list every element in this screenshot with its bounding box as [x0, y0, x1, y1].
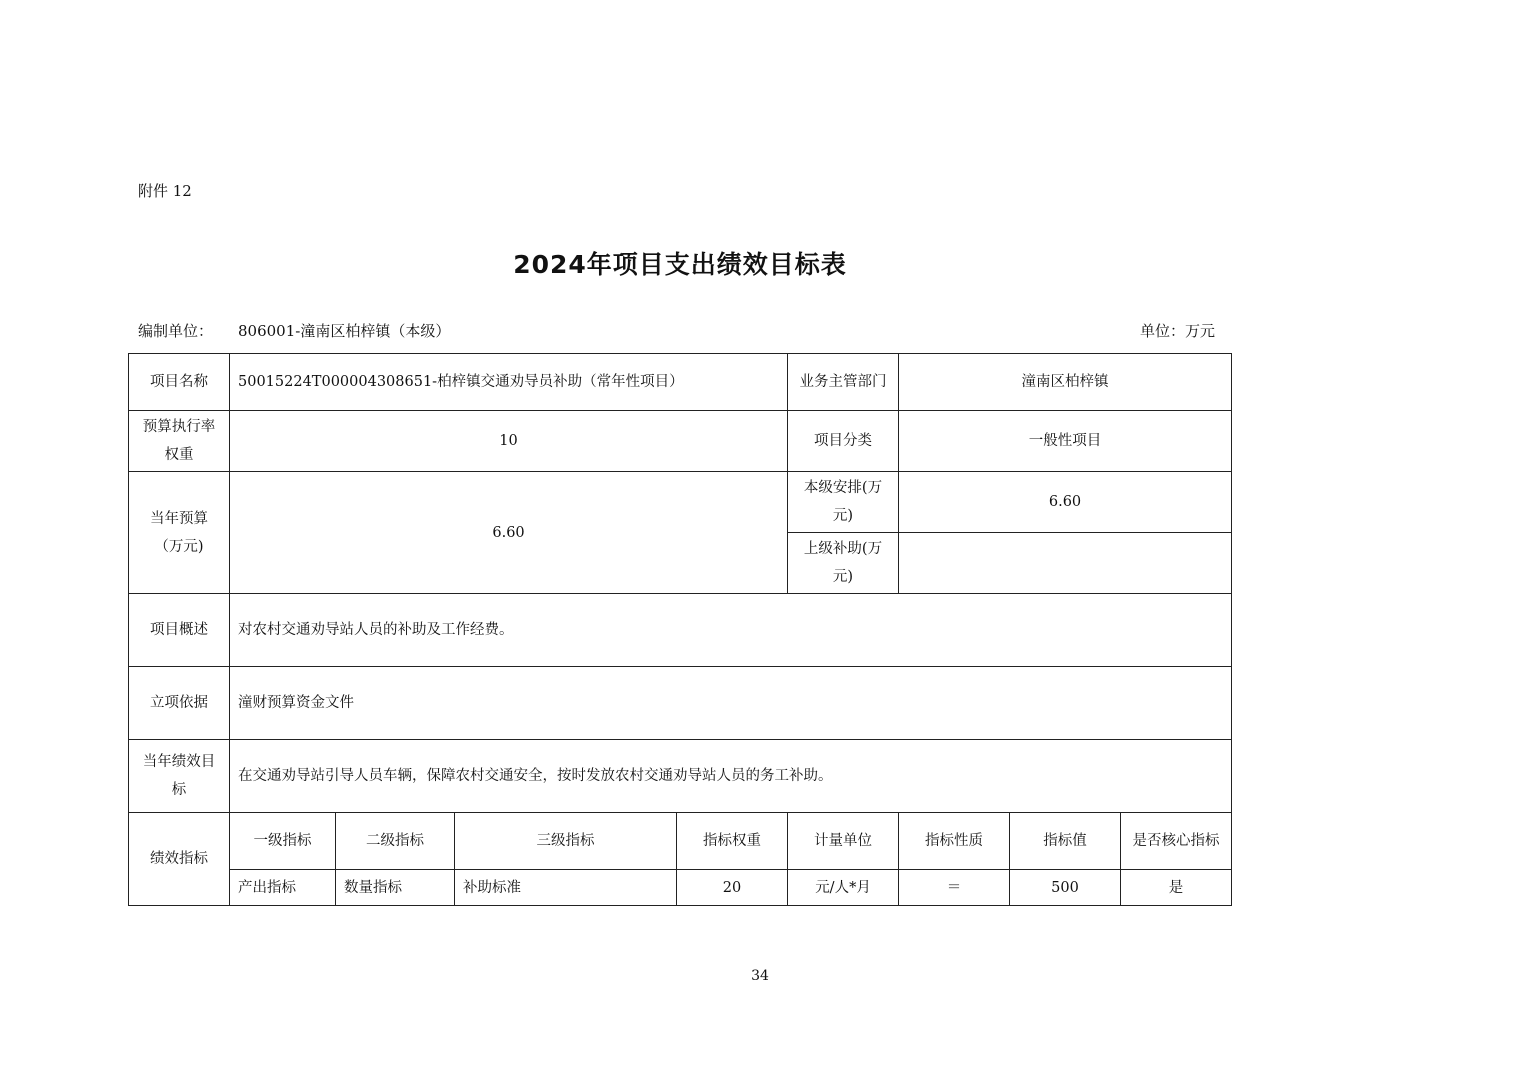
page-number: 34: [751, 968, 769, 984]
indicator-cell: 补助标准: [455, 870, 677, 906]
weight-value: 10: [230, 411, 788, 472]
indicator-header: 指标权重: [677, 813, 788, 870]
indicator-cell: 数量指标: [336, 870, 455, 906]
indicator-cell: 20: [677, 870, 788, 906]
indicator-header: 指标性质: [899, 813, 1010, 870]
indicators-label: 绩效指标: [129, 813, 230, 906]
budget-label: 当年预算（万元): [129, 472, 230, 594]
overview-label: 项目概述: [129, 594, 230, 667]
indicator-cell: 产出指标: [230, 870, 336, 906]
indicator-header: 三级指标: [455, 813, 677, 870]
indicator-header: 指标值: [1010, 813, 1121, 870]
weight-label: 预算执行率权重: [129, 411, 230, 472]
unit-label: 单位：万元: [1140, 322, 1216, 340]
local-value: 6.60: [899, 472, 1232, 533]
page-title: 2024年项目支出绩效目标表: [513, 250, 847, 279]
goal-value: 在交通劝导站引导人员车辆，保障农村交通安全，按时发放农村交通劝导站人员的务工补助。: [230, 740, 1232, 813]
org-label: 编制单位：: [138, 322, 214, 340]
indicator-cell: 500: [1010, 870, 1121, 906]
indicator-cell: 元/人*月: [788, 870, 899, 906]
indicator-header: 二级指标: [336, 813, 455, 870]
table-row: [129, 870, 1232, 906]
indicator-cell: ＝: [899, 870, 1010, 906]
dept-value: 潼南区柏梓镇: [899, 354, 1232, 411]
indicator-header: 一级指标: [230, 813, 336, 870]
dept-label: 业务主管部门: [788, 354, 899, 411]
org-value: 806001-潼南区柏梓镇（本级）: [238, 322, 451, 340]
goal-label: 当年绩效目标: [129, 740, 230, 813]
category-label: 项目分类: [788, 411, 899, 472]
upper-value: [899, 533, 1232, 594]
project-name-value: 50015224T000004308651-柏梓镇交通劝导员补助（常年性项目）: [230, 354, 788, 411]
local-label: 本级安排(万元): [788, 472, 899, 533]
category-value: 一般性项目: [899, 411, 1232, 472]
overview-value: 对农村交通劝导站人员的补助及工作经费。: [230, 594, 1232, 667]
performance-table: [128, 353, 1232, 906]
attachment-label: 附件 12: [138, 182, 192, 200]
project-name-label: 项目名称: [129, 354, 230, 411]
basis-value: 潼财预算资金文件: [230, 667, 1232, 740]
upper-label: 上级补助(万元): [788, 533, 899, 594]
budget-value: 6.60: [230, 472, 788, 594]
indicator-header: 是否核心指标: [1121, 813, 1232, 870]
basis-label: 立项依据: [129, 667, 230, 740]
indicator-header: 计量单位: [788, 813, 899, 870]
indicator-cell: 是: [1121, 870, 1232, 906]
